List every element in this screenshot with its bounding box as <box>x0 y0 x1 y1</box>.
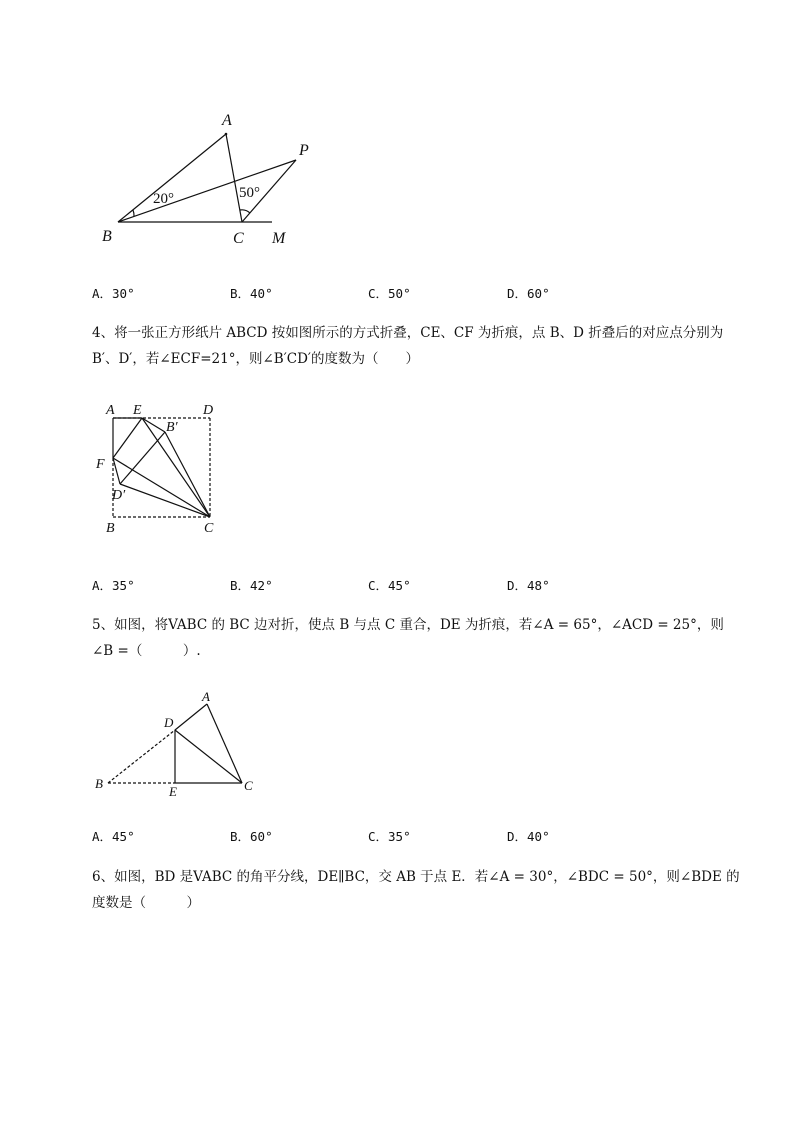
q5-options <box>92 827 712 845</box>
label-e: E <box>133 403 142 418</box>
segment-b-prime-c <box>165 432 210 517</box>
q4-option-d[interactable]: D．48° <box>507 578 550 593</box>
q5-option-b[interactable]: B．60° <box>230 829 273 844</box>
segment-fc <box>113 458 210 517</box>
q3-option-a[interactable]: A．30° <box>92 286 135 301</box>
label-c: C <box>233 230 244 247</box>
q5-option-c[interactable]: C．35° <box>368 829 411 844</box>
label-p: P <box>299 142 309 159</box>
label-a: A <box>222 112 232 129</box>
q4-line-2: B′、D′，若∠ECF=21°，则∠B′CD′的度数为（ ） <box>92 351 419 367</box>
segment-da <box>175 704 207 730</box>
q4-option-b[interactable]: B．42° <box>230 578 273 593</box>
segment-fe <box>113 418 142 458</box>
q6-line-2: 度数是（ ） <box>92 895 200 911</box>
label-a: A <box>202 689 210 704</box>
q6-line-1: 6、如图，BD 是VABC 的角平分线，DE∥BC，交 AB 于点 E．若∠A = 30°，∠BDC = 50°，则∠BDE 的 <box>92 869 740 885</box>
label-c: C <box>204 521 214 536</box>
label-c: C <box>244 778 253 793</box>
figure-folded-square <box>92 398 222 538</box>
segment-ac <box>207 704 242 783</box>
segment-dc <box>175 730 242 783</box>
angle-label-50: 50° <box>239 185 260 201</box>
label-b: B <box>95 776 103 791</box>
question-5 <box>92 612 752 664</box>
q5-option-d[interactable]: D．40° <box>507 829 550 844</box>
q4-line-1: 4、将一张正方形纸片 ABCD 按如图所示的方式折叠，CE、CF 为折痕，点 B、D 折叠后的对应点分别为 <box>92 325 724 341</box>
label-b-prime: B′ <box>166 420 178 435</box>
label-b: B <box>102 228 112 245</box>
q4-options <box>92 576 712 594</box>
q3-option-b[interactable]: B．40° <box>230 286 273 301</box>
q5-line-1: 5、如图，将VABC 的 BC 边对折，使点 B 与点 C 重合，DE 为折痕，若∠A = 65°，∠ACD = 25°，则 <box>92 617 724 633</box>
label-a: A <box>106 403 115 418</box>
label-d: D <box>203 403 214 418</box>
q3-option-c[interactable]: C．50° <box>368 286 411 301</box>
label-e: E <box>169 784 177 799</box>
q5-option-a[interactable]: A．45° <box>92 829 135 844</box>
segment-eb-prime <box>142 418 165 432</box>
q3-options <box>92 284 712 302</box>
segment-ac <box>226 134 242 222</box>
label-d: D <box>164 715 174 730</box>
angle-label-20: 20° <box>153 191 174 207</box>
q4-option-c[interactable]: C．45° <box>368 578 411 593</box>
label-f: F <box>96 457 105 472</box>
label-b: B <box>106 521 115 536</box>
dashed-bd <box>108 730 175 783</box>
question-4 <box>92 320 752 372</box>
figure-folded-triangle <box>92 688 262 800</box>
angle-arc-b <box>133 210 134 217</box>
label-m: M <box>272 230 286 247</box>
q3-option-d[interactable]: D．60° <box>507 286 550 301</box>
question-6 <box>92 864 752 916</box>
segment-ba <box>118 134 226 222</box>
q4-option-a[interactable]: A．35° <box>92 578 135 593</box>
label-d-prime: D′ <box>112 488 126 503</box>
figure-triangle-abc-with-p <box>90 108 330 253</box>
q5-line-2: ∠B =（ ）. <box>92 643 201 659</box>
angle-arc-c <box>240 210 250 213</box>
